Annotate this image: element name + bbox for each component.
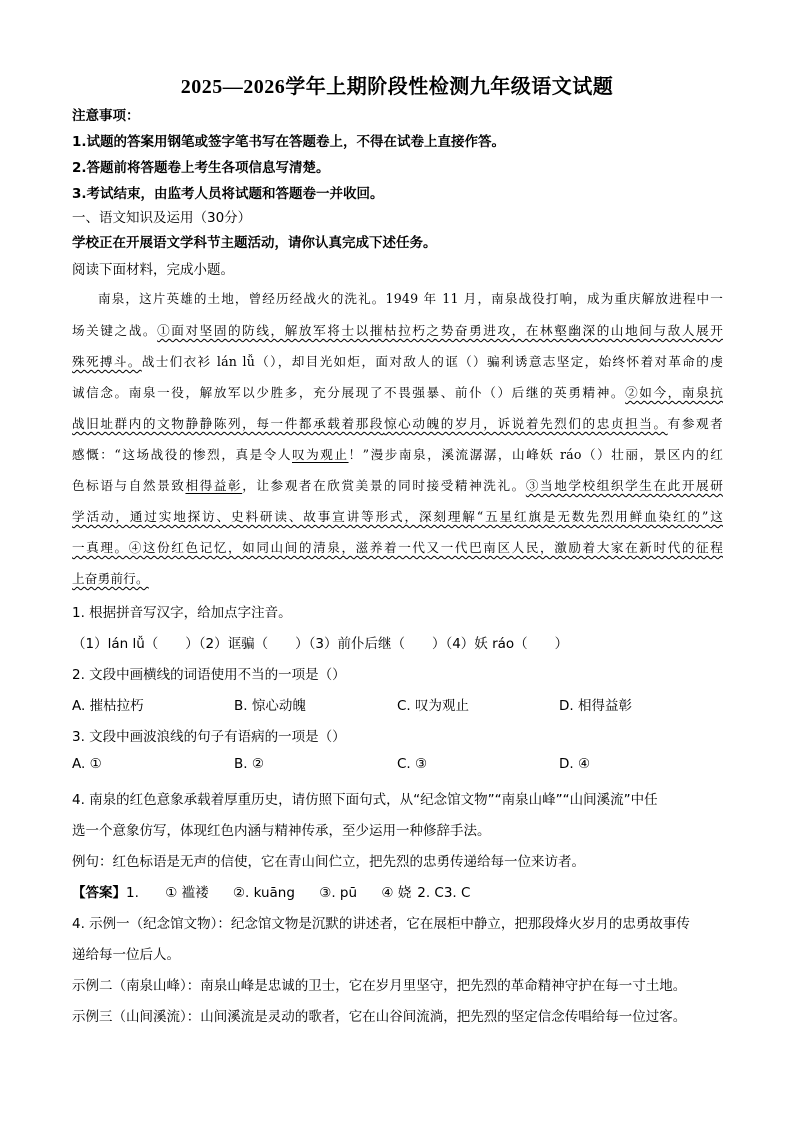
notice-item-2: 2.答题前将答题卷上考生各项信息写清楚。	[72, 160, 330, 176]
passage-text: 战士们衣衫 lán lǚ（），却目光如炬，面对敌人的诓（）骗利诱意志坚定，始终怀着对革命的虔	[141, 354, 723, 369]
q2-option-c: C. 叹为观止	[397, 698, 470, 714]
passage-text: 场关键之战。	[72, 323, 158, 338]
answer-line	[72, 881, 470, 901]
answer-1-3: ③. pū	[319, 885, 358, 901]
passage-line-9: 一真理。④这份红色记忆，如同山间的清泉，滋养着一代又一代巴南区人民，激励着大家在新时代的征程	[72, 540, 723, 555]
underlined-term-xiangdeyizhang: 相得益彰	[185, 478, 243, 493]
q3-option-b: B. ②	[234, 756, 264, 772]
q4-stem-line-2: 选一个意象仿写，体现红色内涵与精神传承，至少运用一种修辞手法。	[72, 823, 491, 839]
q1-stem: 1. 根据拼音写汉字，给加点字注音。	[72, 605, 292, 621]
q3-option-a: A. ①	[72, 756, 102, 772]
answer-example-3: 示例三（山间溪流）：山间溪流是灵动的歌者，它在山谷间流淌，把先烈的坚定信念传唱给每一位过客。	[72, 1009, 687, 1025]
q2-option-a: A. 摧枯拉朽	[72, 698, 144, 714]
q2-stem: 2. 文段中画横线的词语使用不当的一项是（）	[72, 667, 346, 683]
q3-option-d: D. ④	[559, 756, 591, 772]
notice-item-3: 3.考试结束，由监考人员将试题和答题卷一并收回。	[72, 186, 384, 202]
section-heading: 一、语文知识及运用（30分）	[72, 210, 252, 226]
passage-text: 感慨：“这场战役的惨烈，真是令人	[72, 447, 292, 462]
passage-line-3	[72, 351, 723, 370]
page-title: 2025—2026学年上期阶段性检测九年级语文试题	[180, 76, 614, 98]
q3-stem: 3. 文段中画波浪线的句子有语病的一项是（）	[72, 729, 346, 745]
q4-example: 例句：红色标语是无声的信使，它在青山间伫立，把先烈的忠勇传递给每一位来访者。	[72, 854, 585, 870]
wavy-sentence-2-mid: 战旧址群内的文物静静陈列，每一件都承载着那段	[72, 416, 384, 431]
underlined-term-jingxindongpo: 惊心动魄	[384, 416, 441, 431]
passage-text: ！”漫步南泉，溪流潺潺，山峰妖 ráo（）壮丽，景区内的红	[348, 447, 723, 462]
q3-option-c: C. ③	[397, 756, 428, 772]
wavy-sentence-2: ②如今，南泉抗	[625, 385, 723, 400]
answer-2-3: 2. C3. C	[417, 885, 471, 901]
notice-item-1: 1.试题的答案用钢笔或签字笔书写在答题卷上，不得在试卷上直接作答。	[72, 134, 506, 150]
q4-stem-line-1: 4. 南泉的红色意象承载着厚重历史，请仿照下面句式，从“纪念馆文物”“南泉山峰”“山间溪流”中任	[72, 792, 658, 808]
underlined-term-tanweiguanzhi: 叹为观止	[292, 447, 349, 462]
passage-text: 有参观者	[667, 416, 723, 431]
wavy-sentence-2-end: 的岁月，诉说着先烈们的忠贞担当。	[440, 416, 668, 431]
answer-label: 【答案】	[72, 885, 126, 901]
passage-text: ，让参观者在欣赏美景的同时接受精神洗礼。	[242, 478, 526, 493]
passage-line-7	[72, 475, 723, 494]
answer-1-2: ②. kuāng	[232, 885, 295, 901]
wavy-sentence-1: ①面对坚固的防线，解放军将士以摧枯拉朽之势奋勇进攻，在林壑幽深的山地间与敌人展开	[157, 323, 723, 338]
answer-1-4: ④ 娆	[381, 885, 412, 901]
task-instruction: 学校正在开展语文学科节主题活动，请你认真完成下述任务。	[72, 235, 437, 251]
answer-number: 1.	[126, 885, 139, 901]
passage-line-10: 上奋勇前行。	[72, 571, 149, 586]
wavy-sentence-3: ③当地学校组织学生在此开展研	[525, 478, 723, 493]
reading-instruction: 阅读下面材料，完成小题。	[72, 262, 234, 278]
q2-option-d: D. 相得益彰	[559, 698, 632, 714]
answer-example-1-line-2: 递给每一位后人。	[72, 947, 180, 963]
q2-option-b: B. 惊心动魄	[234, 698, 306, 714]
passage-line-6	[72, 444, 723, 463]
passage-line-2	[72, 320, 723, 339]
q1-blanks: （1）lán lǚ（ ）（2）诓骗（ ）（3）前仆后继（ ）（4）妖 ráo（ ）	[72, 636, 569, 652]
notice-heading: 注意事项：	[72, 108, 140, 124]
passage-line-4	[72, 382, 723, 401]
passage-line-5	[72, 413, 723, 432]
answer-example-1-line-1: 4. 示例一（纪念馆文物）：纪念馆文物是沉默的讲述者，它在展柜中静立，把那段烽火岁月的忠勇故事传	[72, 916, 690, 932]
passage-text: 诚信念。南泉一役，解放军以少胜多，充分展现了不畏强暴、前仆（）后继的英勇精神。	[72, 385, 626, 400]
answer-example-2: 示例二（南泉山峰）：南泉山峰是忠诚的卫士，它在岁月里坚守，把先烈的革命精神守护在每一寸土地。	[72, 978, 687, 994]
passage-line-8: 学活动，通过实地探访、史料研读、故事宣讲等形式，深刻理解“五星红旗是无数先烈用鲜血染红的”这	[72, 509, 723, 524]
wavy-sentence-1-end: 殊死搏斗。	[72, 354, 142, 369]
answer-1-1: ① 褴褛	[165, 885, 209, 901]
passage-text: 色标语与自然景致	[72, 478, 186, 493]
passage-line-1: 南泉，这片英雄的土地，曾经历经战火的洗礼。1949 年 11 月，南泉战役打响，成为重庆解放进程中一	[98, 291, 723, 306]
